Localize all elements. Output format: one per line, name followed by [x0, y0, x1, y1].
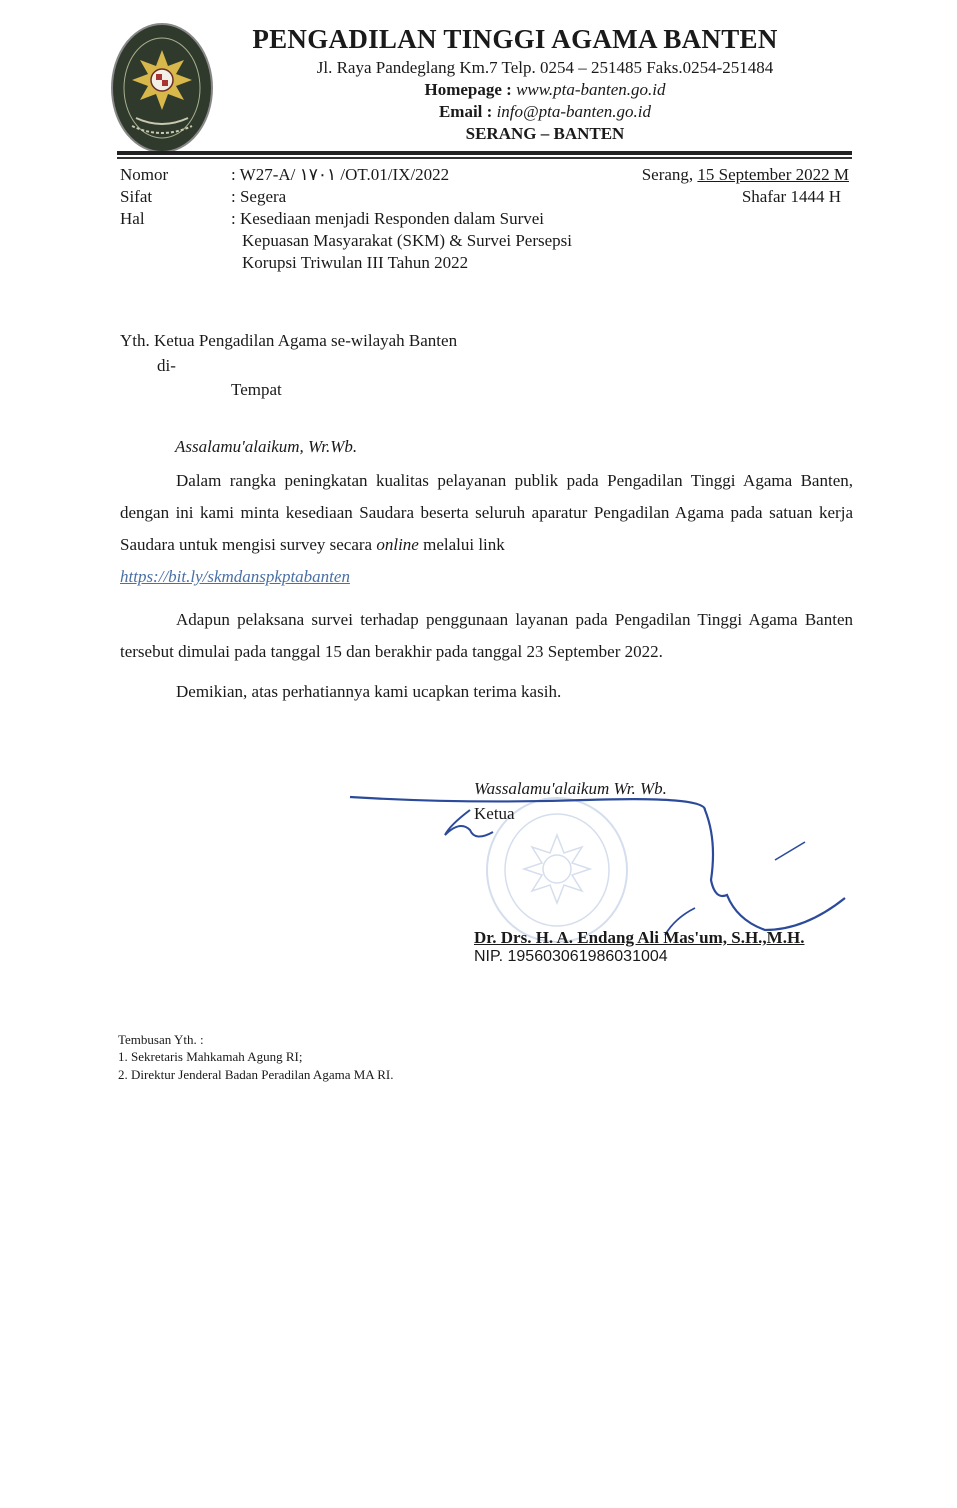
paragraph-1-text-a: Dalam rangka peningkatan kualitas pelayanan publik pada Pengadilan Tinggi Agama Banten, dengan ini kami minta kesediaan Saudara beserta seluruh aparatur Pengadilan Agama pada satuan kerja Saudara untuk mengisi survey secara — [120, 471, 853, 554]
signatory-nip: NIP. 195603061986031004 — [474, 948, 668, 965]
online-emphasis: online — [376, 535, 419, 554]
hal-label: Hal — [120, 209, 145, 228]
recipient-place: Tempat — [231, 380, 282, 399]
signatory-name: Dr. Drs. H. A. Endang Ali Mas'um, S.H.,M.H. — [474, 928, 805, 947]
sifat-label: Sifat — [120, 187, 153, 206]
homepage-label: Homepage : — [424, 80, 512, 99]
cc-item-1: 1. Sekretaris Mahkamah Agung RI; — [118, 1049, 303, 1064]
greeting: Assalamu'alaikum, Wr.Wb. — [175, 437, 358, 456]
letter-date — [642, 164, 849, 208]
letterhead-divider-thick — [117, 151, 852, 155]
closing-greeting: Wassalamu'alaikum Wr. Wb. — [474, 779, 667, 798]
institution-address: Jl. Raya Pandeglang Km.7 Telp. 0254 – 251485 Faks.0254-251484 — [316, 58, 774, 77]
homepage-link[interactable]: www.pta-banten.go.id — [516, 80, 666, 99]
letterhead-divider-thin — [117, 157, 852, 159]
sifat-value: : Segera — [231, 187, 287, 206]
email-link[interactable]: info@pta-banten.go.id — [496, 102, 652, 121]
hal-value-2: Kepuasan Masyarakat (SKM) & Survei Persepsi — [242, 231, 573, 250]
homepage-line — [215, 80, 875, 100]
paragraph-1 — [120, 465, 853, 593]
date-hijri: Shafar 1444 H — [741, 187, 841, 206]
paragraph-1-text-b: melalui link — [423, 535, 505, 554]
recipient-line: Yth. Ketua Pengadilan Agama se-wilayah Banten — [120, 331, 458, 350]
court-logo — [110, 22, 214, 154]
cc-title: Tembusan Yth. : — [118, 1032, 204, 1047]
handwritten-signature — [345, 780, 865, 950]
paragraph-2: Adapun pelaksana survei terhadap penggunaan layanan pada Pengadilan Tinggi Agama Banten tersebut dimulai pada tanggal 15 dan berakhir pada tanggal 23 September 2022. — [120, 610, 853, 661]
recipient-di: di- — [157, 356, 176, 375]
hal-value-3: Korupsi Triwulan III Tahun 2022 — [242, 253, 469, 272]
signatory-position: Ketua — [474, 804, 515, 823]
email-label: Email : — [438, 102, 493, 121]
institution-name: PENGADILAN TINGGI AGAMA BANTEN — [252, 24, 778, 54]
date-prefix: Serang, — [641, 165, 698, 184]
survey-link[interactable]: https://bit.ly/skmdanspkptabanten — [120, 567, 350, 586]
hal-value-1: : Kesediaan menjadi Responden dalam Survei — [231, 209, 544, 228]
paragraph-3: Demikian, atas perhatiannya kami ucapkan terima kasih. — [176, 682, 562, 701]
nomor-label: Nomor — [120, 165, 169, 184]
email-line — [215, 102, 875, 122]
cc-item-2: 2. Direktur Jenderal Badan Peradilan Agama MA RI. — [118, 1067, 394, 1082]
date-masehi: 15 September 2022 M — [697, 165, 849, 184]
city-line: SERANG – BANTEN — [465, 124, 625, 143]
nomor-value: : W27-A/ ١٧٠١ /OT.01/IX/2022 — [231, 165, 450, 184]
